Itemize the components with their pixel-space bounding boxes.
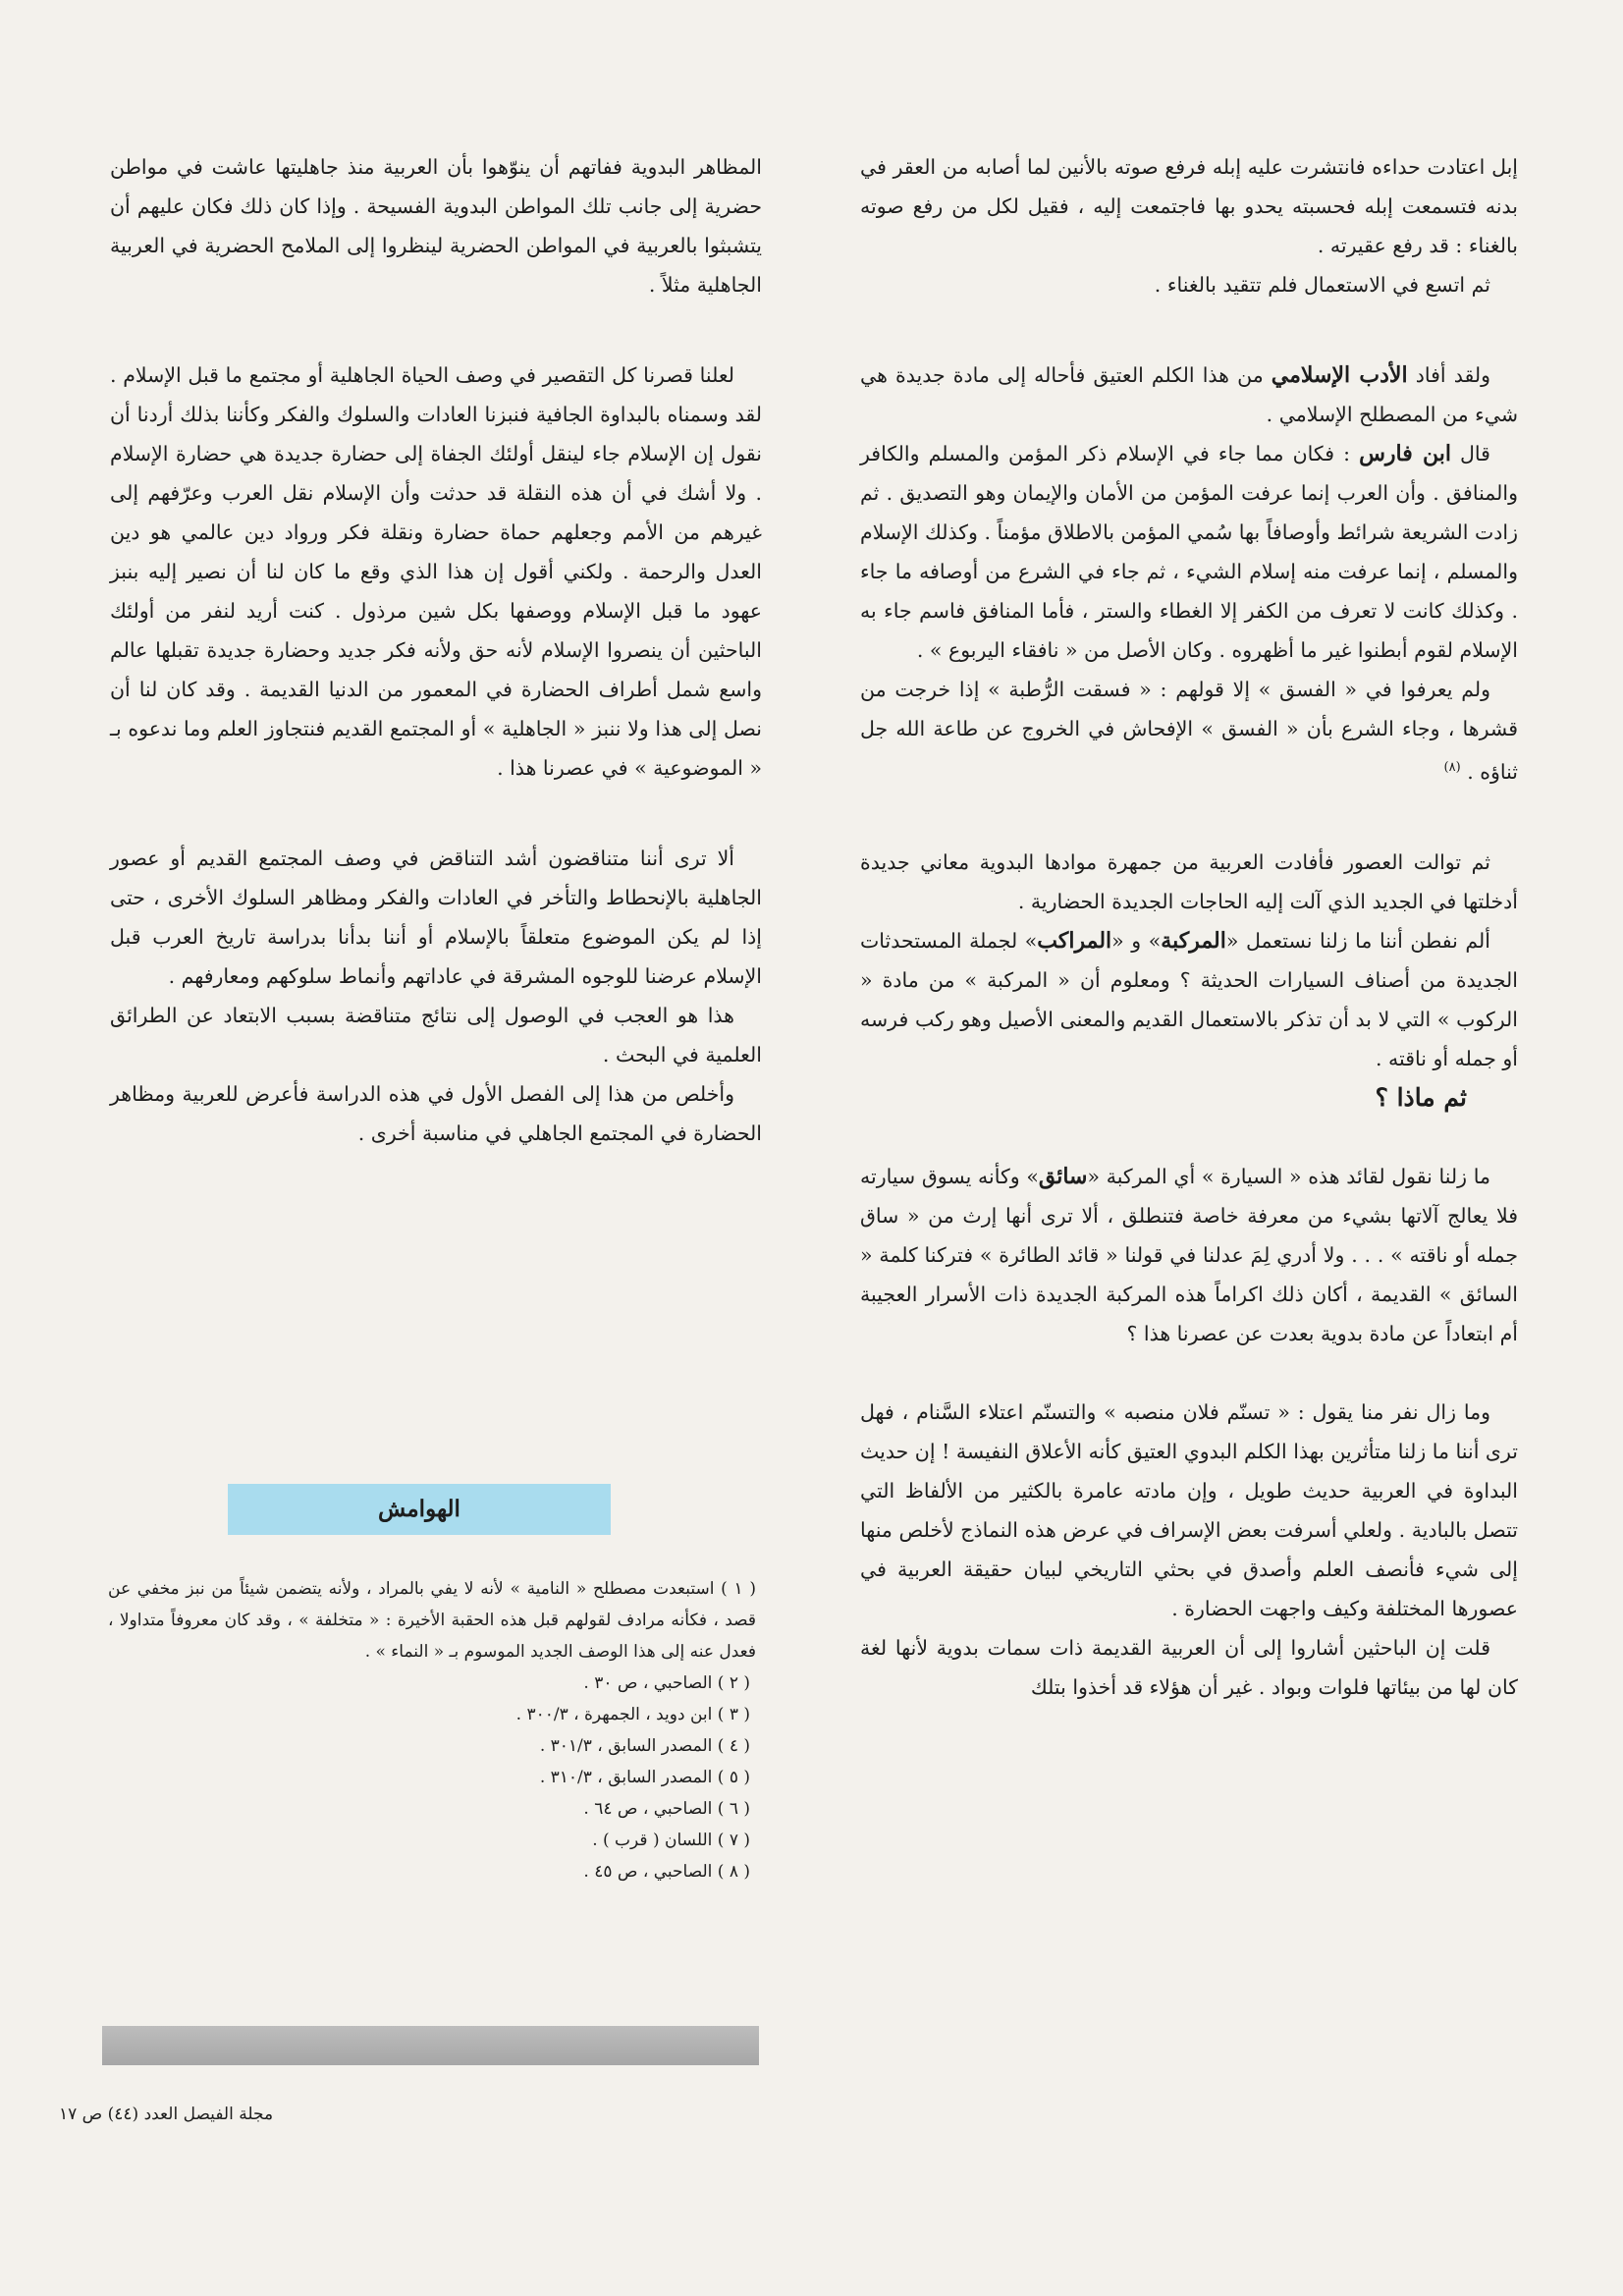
- footnote-item: ( ٣ ) ابن دويد ، الجمهرة ، ٣٠٠/٣ .: [515, 1705, 750, 1724]
- term-highlight: سائق: [1038, 1163, 1088, 1189]
- paragraph: قال ابن فارس : فكان مما جاء في الإسلام ذكر المؤمن والمسلم والكافر والمنافق . وأن العرب إنما عرفت المؤمن من الأمان والإيمان وهو التصديق . ثم زادت الشريعة شرائط وأوصافاً بها سُمي المؤمن بالاطلاق مؤمناً . وكذلك الإسلام والمسلم ، إنما عرفت منه إسلام الشيء ، ثم جاء في الشرع من أوصافه ما جاء . وكذلك كانت لا تعرف من الكفر إلا الغطاء والستر ، فأما المنافق فاسم جاء به الإسلام لقوم أبطنوا غير ما أظهروه . وكان الأصل من « نافقاء اليربوع » .: [860, 441, 1518, 662]
- footnote-item: ( ٤ ) المصدر السابق ، ٣٠١/٣ .: [539, 1736, 750, 1756]
- footnote-ref: (٨): [1443, 760, 1461, 775]
- paragraph: إبل اعتادت حداءه فانتشرت عليه إبله فرفع صوته بالأنين لما أصابه من العقر في بدنه فتسمعت إبله فحسبته يحدو بها فاجتمعت إليه ، فقيل لكل من رفع صوته بالغناء : قد رفع عقيرته .: [860, 155, 1518, 257]
- term-highlight: الأدب الإسلامي: [1271, 362, 1408, 388]
- footnote-item: ( ٨ ) الصاحبي ، ص ٤٥ .: [583, 1862, 750, 1882]
- paragraph: المظاهر البدوية ففاتهم أن ينوّهوا بأن العربية منذ جاهليتها عاشت في مواطن حضرية إلى جانب تلك المواطن البدوية الفسيحة . وإذا كان ذلك فكان عليهم أن يتشبثوا بالعربية في المواطن الحضرية لينظروا إلى الملامح الحضرية في العربية الجاهلية مثلاً .: [110, 155, 762, 297]
- footnote-item: ( ٥ ) المصدر السابق ، ٣١٠/٣ .: [539, 1768, 750, 1787]
- paragraph: ألم نفطن أننا ما زلنا نستعمل «المركبة» و «المراكب» لجملة المستحدثات الجديدة من أصناف السيارات الحديثة ؟ ومعلوم أن « المركبة » من مادة « الركوب » التي لا بد أن تذكر بالاستعمال القديم والمعنى الأصيل وهو ركب فرسه أو جمله أو ناقته .: [860, 927, 1518, 1070]
- paragraph: ما زلنا نقول لقائد هذه « السيارة » أي المركبة «سائق» وكأنه يسوق سيارته فلا يعالج آلاتها بشيء من معرفة خاصة فتنطلق ، ألا ترى أنها إرث من « ساق جمله أو ناقته » . . . ولا أدري لِمَ عدلنا في قولنا « قائد الطائرة » فتركنا كلمة « السائق » القديمة ، أكان ذلك اكراماً هذه المركبة الجديدة ذات الأسرار العجيبة أم ابتعاداً عن مادة بدوية بعدت عن عصرنا هذا ؟: [860, 1163, 1518, 1345]
- paragraph: ألا ترى أننا متناقضون أشد التناقض في وصف المجتمع القديم أو عصور الجاهلية بالإنحطاط والتأخر في العادات والفكر ومظاهر السلوك الأخرى ، حتى إذا لم يكن الموضوع متعلقاً بالإسلام أو أننا بدأنا بدراسة تاريخ العرب قبل الإسلام عرضنا للوجوه المشرقة في عاداتهم وأنماط سلوكهم ومعارفهم .: [110, 847, 762, 988]
- paragraph: قلت إن الباحثين أشاروا إلى أن العربية القديمة ذات سمات بدوية لأنها لغة كان لها من بيئاتها فلوات وبواد . غير أن هؤلاء قد أخذوا بتلك: [860, 1635, 1518, 1699]
- page-footer: مجلة الفيصل العدد (٤٤) ص ١٧: [59, 2105, 274, 2124]
- footnotes-list: [108, 1573, 756, 1887]
- paragraph: ثم توالت العصور فأفادت العربية من جمهرة موادها البدوية معاني جديدة أدخلتها في الجديد الذي آلت إليه الحاجات الجديدة الحضارية .: [860, 849, 1518, 913]
- term-highlight: المركبة: [1161, 927, 1226, 954]
- paragraph: وأخلص من هذا إلى الفصل الأول في هذه الدراسة فأعرض للعربية ومظاهر الحضارة في المجتمع الجاهلي في مناسبة أخرى .: [110, 1082, 762, 1145]
- paragraph: هذا هو العجب في الوصول إلى نتائج متناقضة بسبب الابتعاد عن الطرائق العلمية في البحث .: [110, 1004, 762, 1066]
- footnote-item: ( ٦ ) الصاحبي ، ص ٦٤ .: [583, 1799, 750, 1819]
- paragraph: وما زال نفر منا يقول : « تسنّم فلان منصبه » والتسنّم اعتلاء السَّنام ، فهل ترى أننا ما زلنا متأثرين بهذا الكلم البدوي العتيق كأنه الأعلاق النفيسة ! إن حديث البداوة في العربية حديث طويل ، وإن مادته عامرة بالكثير من الألفاظ التي تتصل بالبادية . ولعلي أسرفت بعض الإسراف في عرض هذه النماذج لأخلص منها إلى شيء فأنصف العلم وأصدق في بحثي التاريخي لبيان حقيقة العربية في عصورها المختلفة وكيف واجهت الحضارة .: [860, 1399, 1518, 1620]
- left-column: [110, 147, 762, 1153]
- footnote-item: ( ١ ) استبعدت مصطلح « النامية » لأنه لا يفي بالمراد ، ولأنه يتضمن شيئاً من نبز مخفي عن قصد ، فكأنه مرادف لقولهم قبل هذه الحقبة الأخيرة : « متخلفة » ، وقد كان معروفاً متداولا ، فعدل عنه إلى هذا الوصف الجديد الموسوم بـ « النماء » .: [108, 1579, 756, 1662]
- term-highlight: المراكب: [1037, 927, 1112, 954]
- footnote-item: ( ٧ ) اللسان ( قرب ) .: [592, 1831, 750, 1850]
- section-heading: ثم ماذا ؟: [1375, 1082, 1467, 1112]
- footnotes-title: الهوامش: [228, 1484, 611, 1535]
- term-highlight: ابن فارس: [1359, 441, 1451, 466]
- decorative-bar: [102, 2026, 759, 2065]
- paragraph: ولقد أفاد الأدب الإسلامي من هذا الكلم العتيق فأحاله إلى مادة جديدة هي شيء من المصطلح الإسلامي .: [860, 362, 1518, 426]
- paragraph: لعلنا قصرنا كل التقصير في وصف الحياة الجاهلية أو مجتمع ما قبل الإسلام . لقد وسمناه بالبداوة الجافية فنبزنا العادات والسلوك والفكر وكأننا بذلك أردنا أن نقول إن الإسلام جاء لينقل أولئك الجفاة إلى حضارة جديدة هي حضارة الإسلام . ولا أشك في أن هذه النقلة قد حدثت وأن الإسلام نقل العرب وعرّفهم إلى غيرهم من الأمم وجعلهم حماة حضارة ونقلة فكر ورواد دين عالمي هو دين العدل والرحمة . ولكني أقول إن هذا الذي وقع ما كان لنا أن نصير إليه بنبز عهود ما قبل الإسلام ووصفها بكل شين مرذول . كنت أريد لنفر من أولئك الباحثين أن ينصروا الإسلام لأنه حق ولأنه فكر جديد وحضارة جديدة تقبلها عالم واسع شمل أطراف الحضارة في المعمور من الدنيا القديمة . وقد كان لنا أن نصل إلى هذا ولا ننبز « الجاهلية » أو المجتمع القديم فنتجاوز العلم وما ندعوه بـ « الموضوعية » في عصرنا هذا .: [110, 363, 762, 780]
- paragraph: ولم يعرفوا في « الفسق » إلا قولهم : « فسقت الرُّطبة » إذا خرجت من قشرها ، وجاء الشرع بأن « الفسق » الإفحاش في الخروج عن طاعة الله جل ثناؤه . $^{(٨)}$: [860, 678, 1518, 784]
- right-column: [860, 147, 1518, 1707]
- footnote-item: ( ٢ ) الصاحبي ، ص ٣٠ .: [583, 1673, 750, 1693]
- paragraph: ثم اتسع في الاستعمال فلم تتقيد بالغناء .: [1154, 273, 1490, 297]
